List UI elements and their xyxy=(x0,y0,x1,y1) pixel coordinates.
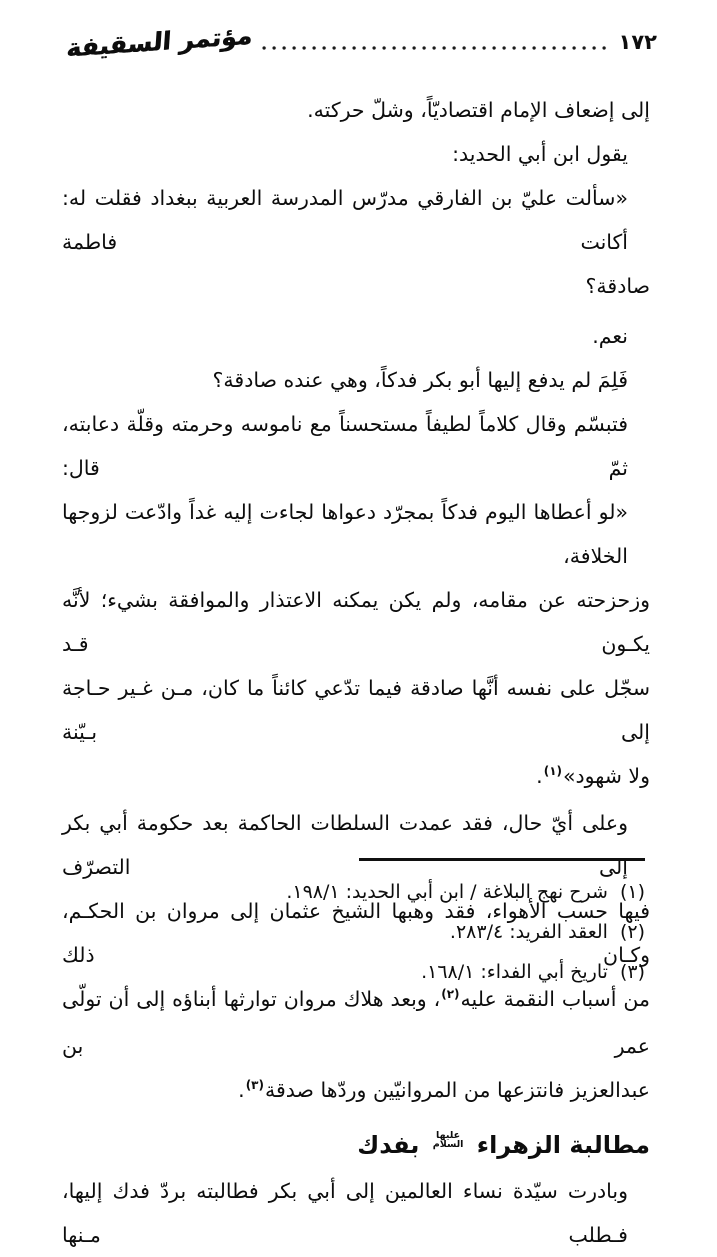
footnote-text: شرح نهج البلاغة / ابن أبي الحديد: ١٩٨/١. xyxy=(286,881,608,903)
footnotes xyxy=(64,872,645,992)
section-heading xyxy=(62,1121,650,1169)
text-run: «سألت عليّ بن الفارقي مدرّس المدرسة العربية ببغداد فقلت له: أكانت فاطمة xyxy=(62,186,628,254)
text-run: فَلِمَ لم يدفع إليها أبو بكر فدكاً، وهي عنده صادقة؟ xyxy=(212,368,628,392)
text-run: من أسباب النقمة عليه xyxy=(460,987,650,1011)
running-header xyxy=(64,20,657,68)
footnote-item xyxy=(64,952,645,992)
body-line xyxy=(62,358,650,402)
body-line xyxy=(62,1068,650,1115)
book-title-calligraphy: مؤتمر السقيفة xyxy=(65,20,254,63)
honorific-mark xyxy=(433,1131,464,1149)
text-run: «لو أعطاها اليوم فدكاً بمجرّد دعواها لجاءت إليه غداً وادّعت لزوجها الخلافة، xyxy=(62,500,628,568)
body-line xyxy=(62,666,650,754)
footnote-marker: (١) xyxy=(619,881,645,903)
section-heading-text-after: بفدك xyxy=(357,1131,420,1159)
footnote-ref: (٣) xyxy=(245,1078,264,1092)
footnote-text: تاريخ أبي الفداء: ١٦٨/١. xyxy=(421,961,608,983)
text-run: وعلى أيّ حال، فقد عمدت السلطات الحاكمة بعد حكومة أبي بكر إلى التصرّف xyxy=(62,811,628,879)
honorific-line-2: السلام xyxy=(432,1139,464,1150)
footnote-text: العقد الفريد: ٢٨٣/٤. xyxy=(449,921,608,943)
body-line xyxy=(62,578,650,666)
body-line xyxy=(62,88,650,132)
text-run: صادقة؟ xyxy=(585,274,650,298)
section-heading-text-before: مطالبة الزهراء xyxy=(476,1131,650,1159)
body-line xyxy=(62,490,650,578)
text-run: فتبسّم وقال كلاماً لطيفاً مستحسناً مع ناموسه وحرمته وقلّة دعابته، ثمّ قال: xyxy=(62,412,628,480)
page-number: ١٧٢ xyxy=(618,30,657,54)
text-run: إلى إضعاف الإمام اقتصاديّاً، وشلّ حركته. xyxy=(307,98,650,122)
text-run: ولا شهود» xyxy=(563,764,650,788)
footnote-ref: (١) xyxy=(543,764,562,778)
footnote-item xyxy=(64,912,645,952)
footnote-item xyxy=(64,872,645,912)
text-run: نعم. xyxy=(592,324,628,348)
footnote-marker: (٢) xyxy=(619,921,645,943)
text-run: . xyxy=(238,1078,245,1102)
footnote-ref: (٢) xyxy=(441,987,460,1001)
text-run: وزحزحته عن مقامه، ولم يكن يمكنه الاعتذار والموافقة بشيء؛ لأنَّه يكـون قـد xyxy=(62,588,650,656)
text-run: يقول ابن أبي الحديد: xyxy=(452,142,628,166)
body-line xyxy=(62,402,650,490)
text-run: ، وبعد هلاك مروان توارثها أبناؤه إلى أن تولّى عمر بن xyxy=(62,987,650,1058)
text-run: عبدالعزيز فانتزعها من المروانيّين وردّها صدقة xyxy=(264,1078,650,1102)
body-flow-after-heading xyxy=(62,1169,650,1257)
text-run: وبادرت سيّدة نساء العالمين إلى أبي بكر فطالبته بردّ فدك إليها، فـطلب مـنها xyxy=(62,1179,628,1247)
text-run: . xyxy=(536,764,543,788)
body-line xyxy=(62,264,650,308)
dotted-leader xyxy=(262,45,606,51)
text-run: فيها حسب الأهواء، فقد وهبها الشيخ عثمان إلى مروان بن الحكـم، وكـان ذلك xyxy=(62,899,650,967)
footnote-separator xyxy=(359,858,645,861)
body-text xyxy=(62,88,650,1257)
text-run: سجّل على نفسه أنَّها صادقة فيما تدّعي كائناً ما كان، مـن غـير حـاجة إلى بـيّنة xyxy=(62,676,650,744)
body-line xyxy=(62,176,650,264)
body-line xyxy=(62,132,650,176)
body-line xyxy=(62,754,650,801)
body-line xyxy=(62,1169,650,1257)
body-line xyxy=(62,314,650,358)
footnote-marker: (٣) xyxy=(619,961,645,983)
honorific-line-1: عليها xyxy=(436,1130,461,1141)
